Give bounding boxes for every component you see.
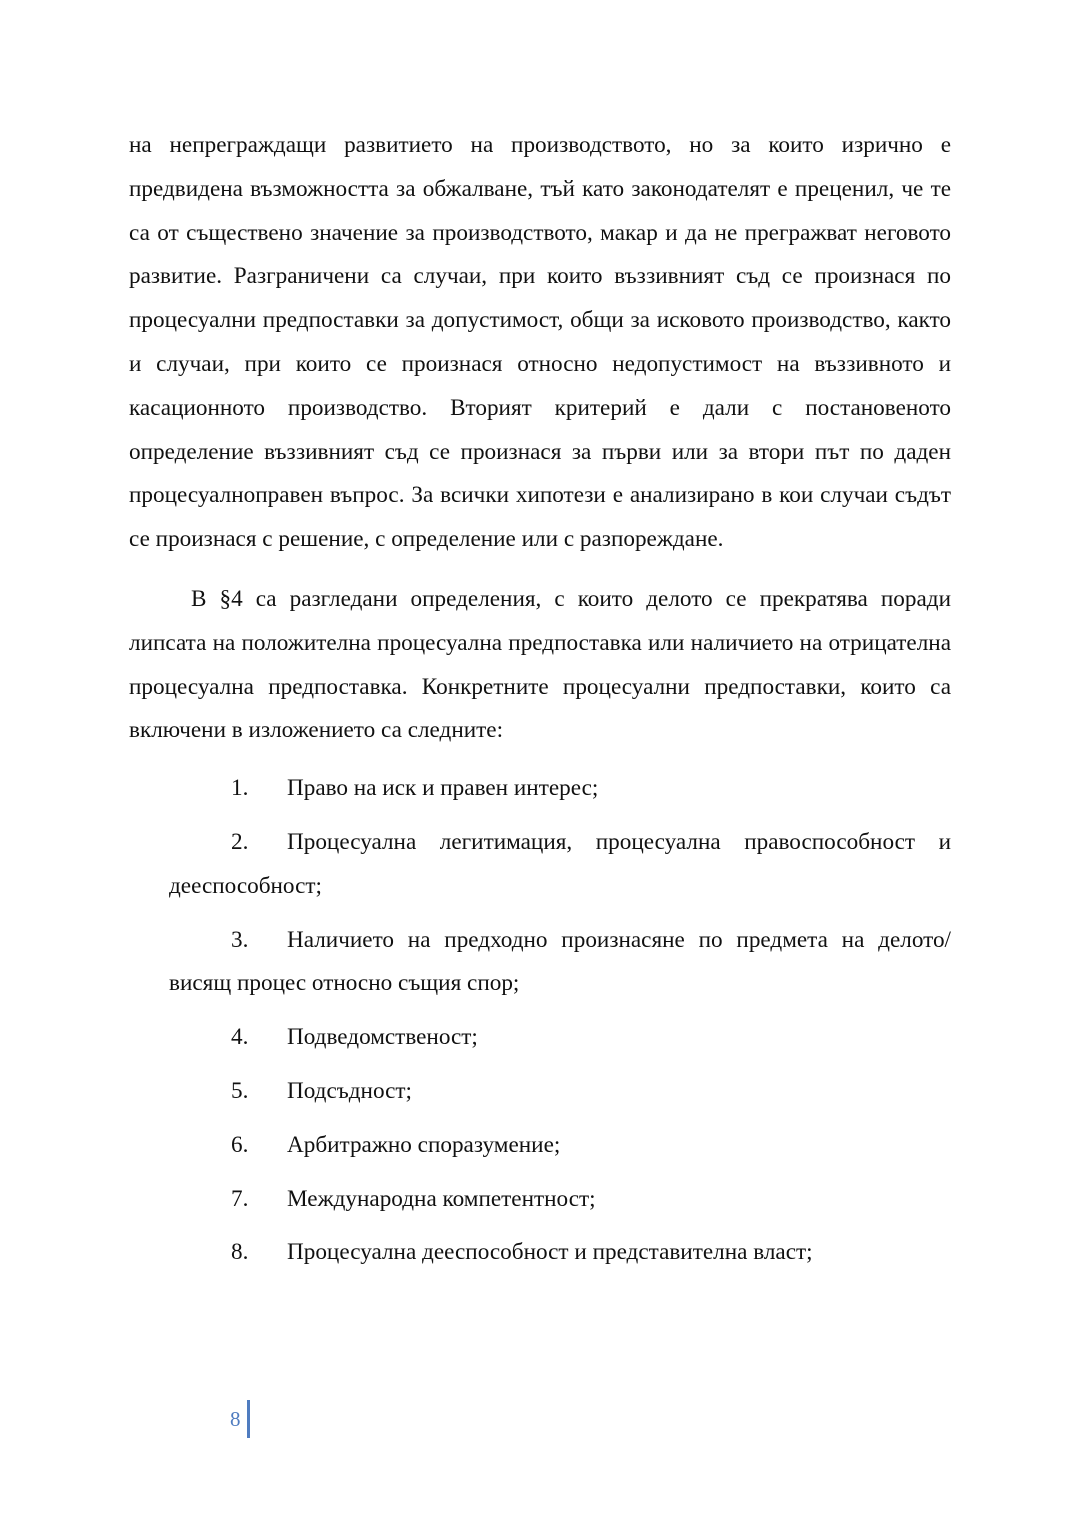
list-item (129, 767, 951, 811)
page-number: 8 (230, 1406, 241, 1431)
list-item (129, 1178, 951, 1222)
list-item-text: Процесуална легитимация, процесуална правоспособност и дееспособност; (169, 828, 951, 899)
list-item (129, 1231, 951, 1275)
list-item-text: Международна компетентност; (287, 1185, 596, 1212)
list-item-text: Процесуална дееспособност и представителна власт; (287, 1239, 813, 1266)
list-item-number: 4. (231, 1024, 249, 1051)
list-item-number: 7. (231, 1185, 249, 1212)
list-item-number: 8. (231, 1239, 249, 1266)
list-item-text: Подсъдност; (287, 1077, 412, 1104)
list-item (129, 821, 951, 909)
page-number-accent-bar (247, 1400, 250, 1438)
list-item (129, 1070, 951, 1114)
list-item-text: Право на иск и правен интерес; (287, 775, 599, 802)
list-item-text: Подведомственост; (287, 1024, 478, 1051)
list-item-number: 2. (231, 828, 249, 855)
list-item-text: Арбитражно споразумение; (287, 1131, 561, 1158)
list-item-text: Наличието на предходно произнасяне по предмета на делото/висящ процес относно същия спор; (169, 926, 951, 997)
document-body (129, 124, 951, 1285)
list-item-number: 5. (231, 1077, 249, 1104)
list-item-number: 3. (231, 926, 249, 953)
list-item (129, 1124, 951, 1168)
list-item-number: 1. (231, 775, 249, 802)
paragraph-section-4: В §4 са разгледани определения, с които делото се прекратява поради липсата на положителна процесуална предпоставка или наличието на отрицателна процесуална предпоставка. Конкретните процесуални предпоставки, които са включени в изложението са следните: (129, 585, 951, 744)
list-item-number: 6. (231, 1131, 249, 1158)
list-item (129, 919, 951, 1007)
prerequisites-list (129, 767, 951, 1275)
list-item (129, 1016, 951, 1060)
page-footer (230, 1400, 250, 1438)
paragraph-continuation: на непреграждащи развитието на производството, но за които изрично е предвидена възможността за обжалване, тъй като законодателят е преценил, че те са от съществено значение за производството, макар и да не прегражват неговото развитие. Разграничени са случаи, при които въззивният съд се произнася по процесуални предпоставки за допустимост, общи за исковото производство, както и случаи, при които се произнася относно недопустимост на въззивното и касационното производство. Вторият критерий е дали с постановеното определение въззивният съд се произнася за първи или за втори път по даден процесуалноправен въпрос. За всички хипотези е анализирано в кои случаи съдът се произнася с решение, с определение или с разпореждане. (129, 132, 951, 553)
